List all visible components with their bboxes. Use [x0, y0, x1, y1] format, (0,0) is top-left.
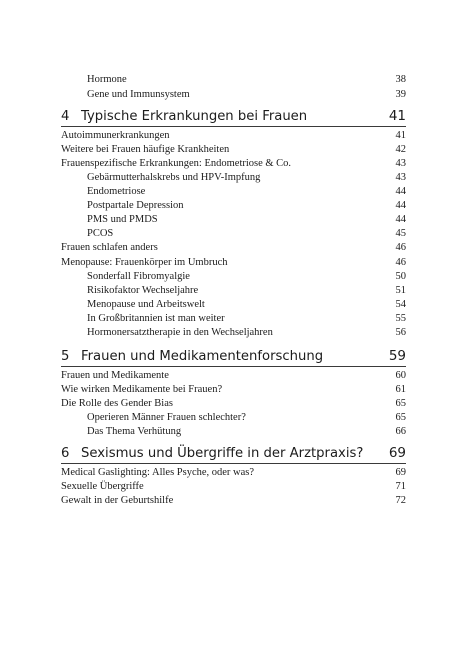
toc-entry: [61, 129, 406, 142]
toc-entry-title: In Großbritannien ist man weiter: [87, 313, 225, 324]
chapter-heading: [61, 444, 406, 462]
chapter-heading: [61, 347, 406, 365]
toc-entry-title: Menopause: Frauenkörper im Umbruch: [61, 257, 228, 268]
toc-entry-page: 43: [395, 158, 406, 169]
chapter-heading: [61, 107, 406, 125]
toc-entry-page: 39: [395, 89, 406, 100]
toc-entry-page: 72: [395, 495, 406, 506]
toc-entry-page: 56: [395, 327, 406, 338]
toc-entry: [61, 241, 406, 254]
chapter-title: Typische Erkrankungen bei Frauen: [81, 109, 308, 124]
chapter-number: 4: [61, 109, 70, 124]
toc-entry-title: Medical Gaslighting: Alles Psyche, oder was?: [61, 467, 255, 478]
chapter-divider: [61, 366, 406, 367]
chapter-title: Frauen und Medikamentenforschung: [81, 349, 324, 364]
toc-entry-title: Operieren Männer Frauen schlechter?: [87, 412, 246, 423]
toc-entry: [61, 270, 406, 283]
toc-entry-title: Frauen und Medikamente: [61, 370, 169, 381]
toc-entry-title: Endometriose: [87, 186, 146, 197]
toc-entry-page: 46: [395, 257, 406, 268]
toc-entry: [61, 199, 406, 212]
toc-entry-page: 42: [395, 144, 406, 155]
toc-entry-page: 66: [395, 426, 406, 437]
toc-entry-page: 71: [395, 481, 406, 492]
toc-entry-page: 46: [395, 242, 406, 253]
toc-entry: [61, 73, 406, 86]
toc-entry-title: Gene und Immunsystem: [87, 89, 190, 100]
toc-entry-title: Weitere bei Frauen häufige Krankheiten: [61, 144, 230, 155]
toc-entry: [61, 480, 406, 493]
toc-entry-title: Frauen schlafen anders: [61, 242, 158, 253]
toc-entry: [61, 143, 406, 156]
chapter-page: 69: [388, 445, 406, 461]
toc-entry: [61, 185, 406, 198]
toc-entry-title: PMS und PMDS: [87, 214, 158, 225]
toc-entry-page: 41: [395, 130, 406, 141]
toc-entry-page: 44: [395, 214, 406, 225]
toc-entry: [61, 227, 406, 240]
toc-entry-page: 65: [395, 412, 406, 423]
toc-entry-title: Die Rolle des Gender Bias: [61, 398, 173, 409]
toc-entry: [61, 425, 406, 438]
toc-entry: [61, 171, 406, 184]
toc-entry: [61, 213, 406, 226]
toc-entry-title: Hormonersatztherapie in den Wechseljahren: [87, 327, 273, 338]
toc-entry: [61, 298, 406, 311]
toc-entry-title: Menopause und Arbeitswelt: [87, 299, 205, 310]
toc-entry-title: Risikofaktor Wechseljahre: [87, 285, 199, 296]
chapter-page: 59: [388, 348, 406, 364]
chapter-page: 41: [388, 108, 406, 124]
toc-entry: [61, 284, 406, 297]
toc-entry: [61, 326, 406, 339]
toc-entry-page: 65: [395, 398, 406, 409]
toc-entry-title: Wie wirken Medikamente bei Frauen?: [61, 384, 223, 395]
toc-entry-title: Gewalt in der Geburtshilfe: [61, 495, 174, 506]
toc-entry-title: Postpartale Depression: [87, 200, 184, 211]
toc-entry-title: PCOS: [87, 228, 114, 239]
toc-entry: [61, 397, 406, 410]
toc-entry-page: 45: [395, 228, 406, 239]
toc-entry-title: Frauenspezifische Erkrankungen: Endometriose & Co.: [61, 158, 292, 169]
chapter-divider: [61, 126, 406, 127]
toc-entry: [61, 494, 406, 507]
toc-entry-page: 38: [395, 74, 406, 85]
chapter-title: Sexismus und Übergriffe in der Arztpraxis?: [81, 446, 364, 461]
toc-entry: [61, 312, 406, 325]
toc-entry: [61, 157, 406, 170]
toc-entry-page: 44: [395, 200, 406, 211]
toc-entry-title: Gebärmutterhalskrebs und HPV-Impfung: [87, 172, 261, 183]
toc-entry-page: 54: [395, 299, 406, 310]
toc-entry: [61, 256, 406, 269]
toc-entry-page: 61: [395, 384, 406, 395]
chapter-number: 5: [61, 349, 70, 364]
toc-entry-title: Das Thema Verhütung: [87, 426, 182, 437]
toc-entry: [61, 88, 406, 101]
toc-entry-title: Sexuelle Übergriffe: [61, 481, 144, 492]
toc-entry-page: 50: [395, 271, 406, 282]
toc-entry: [61, 466, 406, 479]
toc-entry-page: 60: [395, 370, 406, 381]
toc-entry-page: 55: [395, 313, 406, 324]
toc-entry-title: Hormone: [87, 74, 127, 85]
toc-entry-title: Sonderfall Fibromyalgie: [87, 271, 190, 282]
toc-entry: [61, 383, 406, 396]
toc-entry-page: 51: [395, 285, 406, 296]
toc-entry: [61, 411, 406, 424]
toc-entry-title: Autoimmunerkrankungen: [61, 130, 170, 141]
chapter-divider: [61, 463, 406, 464]
toc-entry-page: 44: [395, 186, 406, 197]
toc-entry: [61, 369, 406, 382]
chapter-number: 6: [61, 446, 70, 461]
toc-entry-page: 69: [395, 467, 406, 478]
toc-entry-page: 43: [395, 172, 406, 183]
